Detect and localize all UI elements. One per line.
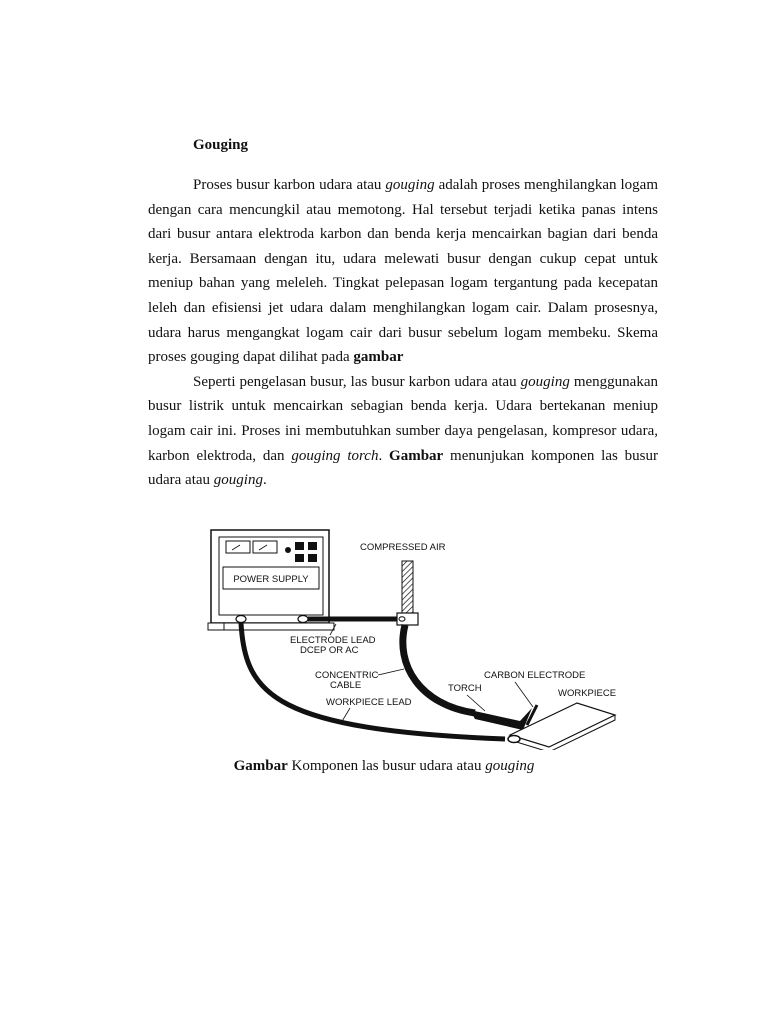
concentric-cable-label: CONCENTRIC	[315, 670, 379, 681]
figure-caption	[0, 758, 768, 775]
body-text	[148, 173, 658, 493]
paragraph1-run: Proses busur karbon udara atau	[193, 177, 386, 193]
caption-bold: Gambar	[233, 758, 288, 774]
compressed-air-hose	[402, 561, 413, 617]
power-supply-unit	[208, 530, 334, 630]
concentric-cable-sublabel: CABLE	[330, 680, 362, 691]
carbon-electrode-label: CARBON ELECTRODE	[484, 670, 586, 681]
paragraph-2	[148, 370, 658, 493]
workpiece-plate	[510, 703, 615, 747]
paragraph1-run: gambar	[353, 349, 404, 366]
electrode-lead-sublabel: DCEP OR AC	[300, 645, 359, 656]
power-supply-label: POWER SUPPLY	[233, 574, 309, 585]
paragraph1-run: adalah proses menghilangkan logam dengan cara mencungkil atau memotong. Hal tersebut terjadi ketika panas intens dari busur antara elektroda karbon dan benda kerja mencairkan bagian dari benda kerja. Bersamaan dengan itu, udara melewati busur dengan cukup cepat untuk meniup bahan yang meleleh. Tingkat pelepasan logam tergantung pada kecepatan leleh dan efisiensi jet udara dalam menghilangkan logam cair. Dalam prosesnya, udara harus mengangkat logam cair dari busur sebelum logam membeku. Skema proses gouging dapat dilihat pada	[148, 177, 659, 366]
paragraph2-run: gouging	[520, 373, 570, 390]
paragraph2-run: .	[378, 447, 390, 464]
paragraph2-run: gouging	[213, 472, 263, 489]
caption-italic: gouging	[485, 758, 535, 774]
electrode-lead-label: ELECTRODE LEAD	[290, 635, 376, 646]
torch-icon	[470, 708, 532, 730]
paragraph2-run: menggunakan busur listrik untuk mencairkan sebagian benda kerja. Udara bertekanan meniup logam cair ini. Proses ini membutuhkan sumber daya pengelasan, kompresor udara, karbon elektroda, dan	[148, 373, 658, 464]
paragraph2-run: Seperti pengelasan busur, las busur karbon udara atau	[193, 373, 521, 390]
workpiece-lead-label: WORKPIECE LEAD	[326, 697, 412, 708]
compressed-air-label: COMPRESSED AIR	[360, 542, 446, 553]
section-heading: Gouging	[193, 137, 249, 153]
torch-label: TORCH	[448, 683, 482, 694]
knob-icon	[285, 547, 291, 553]
workpiece-label: WORKPIECE	[558, 688, 617, 699]
paragraph2-run: Gambar	[389, 447, 444, 464]
gouging-diagram	[205, 525, 635, 750]
caption-text: Komponen las busur udara atau	[287, 758, 486, 774]
terminal-workpiece-icon	[236, 616, 246, 623]
workpiece-clamp-icon	[508, 736, 520, 743]
paragraph1-run: gouging	[385, 177, 435, 193]
paragraph-1	[148, 173, 658, 370]
concentric-cable	[403, 625, 475, 713]
paragraph2-run: gouging torch	[291, 447, 379, 464]
paragraph2-run: menunjukan komponen las busur udara atau	[148, 447, 658, 489]
paragraph2-run: .	[262, 472, 267, 489]
terminal-electrode-icon	[298, 616, 308, 623]
